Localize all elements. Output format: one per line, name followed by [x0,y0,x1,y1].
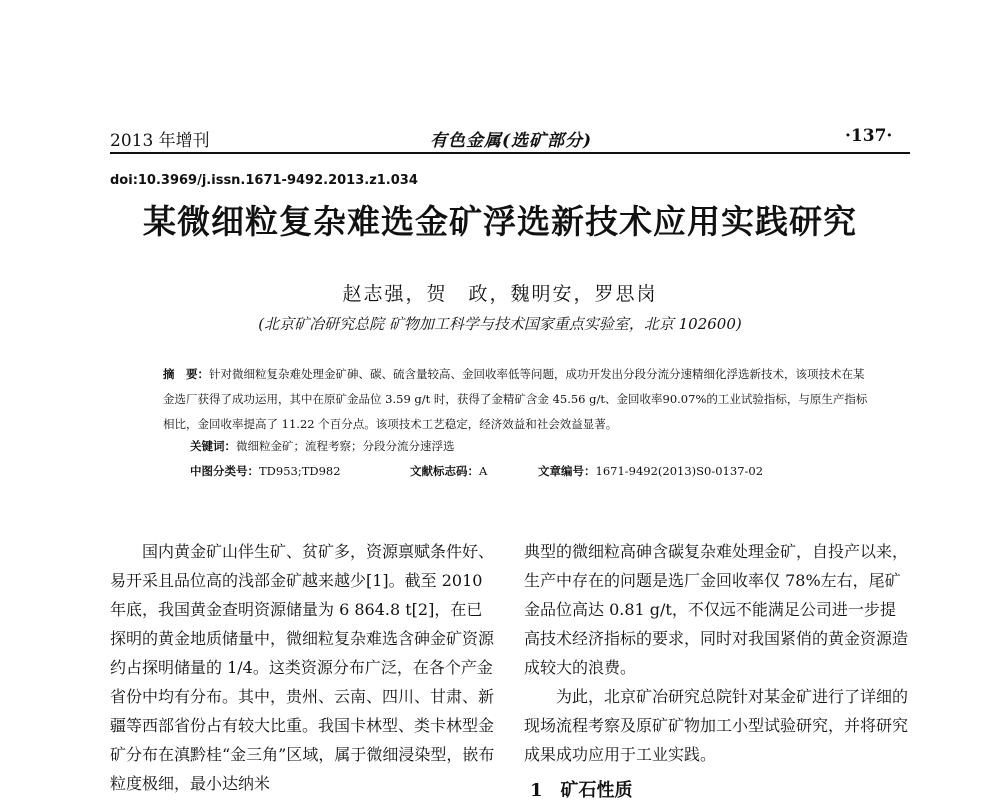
body-paragraph: 为此，北京矿冶研究总院针对某金矿进行了详细的现场流程考察及原矿矿物加工小型试验研究，并将研究成果成功应用于工业实践。 [524,687,909,764]
authors: 赵志强，贺 政，魏明安，罗思岗 [342,283,658,305]
doc-code [410,463,487,479]
clc-number [190,463,341,479]
section-heading: 1 矿石性质 [530,780,633,801]
body-right-column [524,537,909,769]
body-left-column [110,537,495,798]
clc-label: 中图分类号： [190,464,259,478]
doc-code-value: A [479,464,488,478]
page-number: ·137· [845,126,893,146]
journal-issue: 2013 年增刊 [110,131,210,151]
body-paragraph: 典型的微细粒高砷含碳复杂难处理金矿，自投产以来，生产中存在的问题是选厂金回收率仅 78%左右，尾矿金品位高达 0.81 g/t，不仅远不能满足公司进一步提高技术经济指标的要求，同时对我国紧俏的黄金资源造成较大的浪费。 [524,542,909,677]
doc-code-label: 文献标志码： [410,464,479,478]
keywords [190,438,455,454]
abstract-text: 针对微细粒复杂难处理金矿砷、碳、硫含量较高、金回收率低等问题，成功开发出分段分流分速精细化浮选新技术，该项技术在某金选厂获得了成功运用，其中在原矿金品位 3.59 g/t 时，获得了金精矿含金 45.56 g/t、金回收率90.07%的工业试验指标，与原生产指标相比，金回收率提高了 11.22 个百分点。该项技术工艺稳定，经济效益和社会效益显著。 [163,367,868,431]
abstract [163,362,875,437]
keywords-text: 微细粒金矿；流程考察；分段分流分速浮选 [236,439,455,453]
body-paragraph: 国内黄金矿山伴生矿、贫矿多，资源禀赋条件好、易开采且品位高的浅部金矿越来越少[1]。截至 2010 年底，我国黄金查明资源储量为 6 864.8 t[2]，在已探明的黄金地质储量中，微细粒复杂难选含砷金矿资源约占探明储量的 1/4。这类资源分布广泛，在各个产金省份中均有分布。其中，贵州、云南、四川、甘肃、新疆等西部省份占有较大比重。我国卡林型、类卡林型金矿分布在滇黔桂“金三角”区域，属于微细浸染型，嵌布粒度极细，最小达纳米 [110,542,495,793]
article-no-label: 文章编号： [538,464,596,478]
clc-value: TD953;TD982 [259,464,341,478]
paper-title: 某微细粒复杂难选金矿浮选新技术应用实践研究 [143,202,857,241]
article-number [538,463,763,479]
journal-name: 有色金属(选矿部分) [430,131,593,151]
abstract-label: 摘 要： [163,367,209,381]
article-no-value: 1671-9492(2013)S0-0137-02 [595,464,764,478]
header-rule [110,152,910,154]
affiliation: (北京矿冶研究总院 矿物加工科学与技术国家重点实验室，北京 102600) [258,315,742,333]
doi: doi:10.3969/j.issn.1671-9492.2013.z1.034 [110,173,418,188]
keywords-label: 关键词： [190,439,236,453]
